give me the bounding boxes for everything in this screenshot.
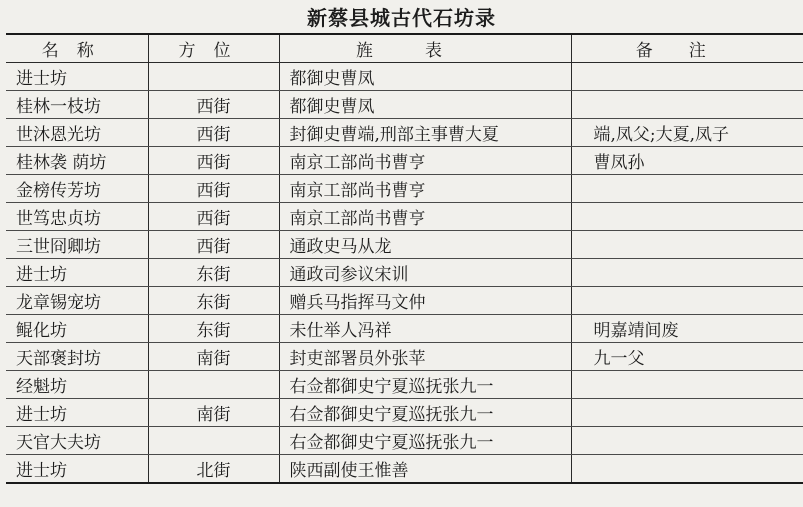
header-location: 方位 xyxy=(148,34,279,63)
cell-location: 南街 xyxy=(148,343,279,371)
cell-note xyxy=(571,287,803,315)
header-honoree: 旌表 xyxy=(279,34,571,63)
table-row xyxy=(6,259,803,287)
header-name: 名称 xyxy=(6,34,148,63)
cell-honoree: 右佥都御史宁夏巡抚张九一 xyxy=(279,399,571,427)
cell-note xyxy=(571,427,803,455)
cell-location xyxy=(148,371,279,399)
cell-location xyxy=(148,63,279,91)
cell-name: 进士坊 xyxy=(6,455,148,484)
cell-note xyxy=(571,371,803,399)
table-row xyxy=(6,343,803,371)
cell-location: 西街 xyxy=(148,147,279,175)
cell-honoree: 通政史马从龙 xyxy=(279,231,571,259)
archway-table xyxy=(6,33,803,484)
cell-name: 世笃忠贞坊 xyxy=(6,203,148,231)
header-note: 备注 xyxy=(571,34,803,63)
cell-name: 桂林袭 荫坊 xyxy=(6,147,148,175)
cell-name: 天部褒封坊 xyxy=(6,343,148,371)
cell-honoree: 右佥都御史宁夏巡抚张九一 xyxy=(279,371,571,399)
table-row xyxy=(6,231,803,259)
cell-note xyxy=(571,91,803,119)
table-row xyxy=(6,371,803,399)
cell-note xyxy=(571,231,803,259)
cell-honoree: 南京工部尚书曹亨 xyxy=(279,175,571,203)
cell-honoree: 南京工部尚书曹亨 xyxy=(279,147,571,175)
cell-location: 东街 xyxy=(148,315,279,343)
cell-name: 进士坊 xyxy=(6,259,148,287)
cell-name: 天官大夫坊 xyxy=(6,427,148,455)
cell-note: 曹凤孙 xyxy=(571,147,803,175)
cell-location: 西街 xyxy=(148,91,279,119)
cell-name: 进士坊 xyxy=(6,63,148,91)
cell-name: 鲲化坊 xyxy=(6,315,148,343)
cell-location xyxy=(148,427,279,455)
cell-note: 端,凤父;大夏,凤子 xyxy=(571,119,803,147)
cell-honoree: 都御史曹凤 xyxy=(279,91,571,119)
table-row xyxy=(6,455,803,484)
cell-name: 桂林一枝坊 xyxy=(6,91,148,119)
cell-honoree: 通政司参议宋训 xyxy=(279,259,571,287)
cell-note xyxy=(571,203,803,231)
cell-note xyxy=(571,259,803,287)
table-row xyxy=(6,315,803,343)
table-row xyxy=(6,287,803,315)
cell-name: 三世冏卿坊 xyxy=(6,231,148,259)
table-row xyxy=(6,91,803,119)
cell-name: 世沐恩光坊 xyxy=(6,119,148,147)
cell-note: 明嘉靖间废 xyxy=(571,315,803,343)
cell-note xyxy=(571,455,803,484)
table-row xyxy=(6,119,803,147)
cell-honoree: 赠兵马指挥马文仲 xyxy=(279,287,571,315)
cell-note xyxy=(571,399,803,427)
cell-location: 西街 xyxy=(148,175,279,203)
table-row xyxy=(6,203,803,231)
page-title: 新蔡县城古代石坊录 xyxy=(307,6,496,30)
cell-note: 九一父 xyxy=(571,343,803,371)
cell-location: 西街 xyxy=(148,119,279,147)
cell-honoree: 封御史曹端,刑部主事曹大夏 xyxy=(279,119,571,147)
cell-honoree: 陕西副使王惟善 xyxy=(279,455,571,484)
table-row xyxy=(6,175,803,203)
cell-location: 东街 xyxy=(148,259,279,287)
cell-location: 北街 xyxy=(148,455,279,484)
cell-note xyxy=(571,63,803,91)
cell-honoree: 都御史曹凤 xyxy=(279,63,571,91)
table-row xyxy=(6,399,803,427)
cell-honoree: 右佥都御史宁夏巡抚张九一 xyxy=(279,427,571,455)
cell-note xyxy=(571,175,803,203)
cell-location: 南街 xyxy=(148,399,279,427)
cell-name: 进士坊 xyxy=(6,399,148,427)
cell-name: 龙章锡宠坊 xyxy=(6,287,148,315)
table-row xyxy=(6,427,803,455)
table-header-row xyxy=(6,34,803,63)
cell-name: 经魁坊 xyxy=(6,371,148,399)
table-row xyxy=(6,63,803,91)
cell-honoree: 未仕举人冯祥 xyxy=(279,315,571,343)
cell-location: 东街 xyxy=(148,287,279,315)
cell-name: 金榜传芳坊 xyxy=(6,175,148,203)
cell-honoree: 封吏部署员外张苹 xyxy=(279,343,571,371)
table-row xyxy=(6,147,803,175)
cell-location: 西街 xyxy=(148,231,279,259)
cell-location: 西街 xyxy=(148,203,279,231)
cell-honoree: 南京工部尚书曹亨 xyxy=(279,203,571,231)
